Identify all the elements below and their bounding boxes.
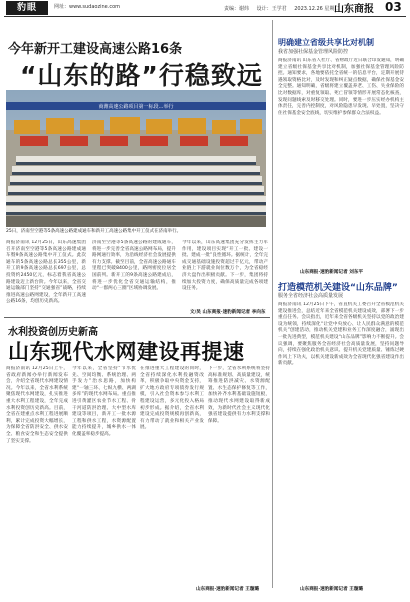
masthead-meta	[224, 5, 345, 12]
second-column-4: 下一步，全省水利系统将坚持高标准规划、高质量建设，统筹推进防洪减灾、水资源配置、水生态保护修复等工作，加快补齐水利基础设施短板，推动现代水网建设取得新成效，为新时代社会主义现代化强省建设提供有力水利支撑和保障。	[208, 366, 270, 424]
design-credit: 设计：王学君	[256, 6, 287, 12]
brand-logo: 豹眼	[6, 1, 48, 15]
second-column-1: 商报济南讯 12月25日上午，省政府新闻办举行新闻发布会，介绍全省现代水网建设情况。今年以来，全省水利系统聚焦现代水网建设，扎实推进重大水利工程建设，全年完成水利投资创历史新高。目前，全省在建重点水利工程进展顺利，累计完成投资大幅增长，为保障全省防洪安全、供水安全、粮食安全和生态安全提供了坚实支撑。	[6, 366, 68, 444]
editor-credit: 责编：谢炜	[224, 6, 250, 12]
column-divider	[272, 20, 273, 588]
sidebar-title-1: 明确建立省级共享比对机制	[278, 38, 374, 47]
sidebar-subtitle-1: 我省加强社保基金管理风险防控	[278, 49, 349, 55]
sidebar-byline-2: 山东商报·速豹新闻记者 王璇璐	[300, 587, 364, 592]
sidebar-body-1: 商报济南讯 山东省人社厅、省财政厅近日联合印发通知，明确建立省级社保基金共享比对机制，加强社保基金管理风险防控。通知要求，各地要依托全省统一的信息平台，定期开展待遇领取资格比对，及时发现和纠正疑点数据，确保社保基金安全完整。通知明确，省级将建立覆盖养老、工伤、失业保险的比对数据库，对重复领取、死亡冒领等情形开展常态化核查，发现问题线索及时移交处理。同时，要进一步压实经办机构主体责任，完善内控制度，对风险隐患早发现、早处置，坚决守住社保基金安全底线，切实维护参保群众合法权益。	[278, 58, 404, 116]
second-column-2: 今年以来，全省坚持“节水优先、空间均衡、系统治理、两手发力”治水思路，加快构建“一轴三环、七纵九横、两湖多库”的现代水网布局。重点推进引黄灌区农业节水工程、骨干河道防洪治理、大中型水库建设等项目，新开工一批水源工程和供水工程，水资源配置能力持续提升，城乡供水一体化覆盖率稳步提高。	[72, 366, 136, 437]
second-kicker: 水利投资创历史新高	[8, 327, 98, 338]
second-byline: 山东商报·速豹新闻记者 王璇璐	[196, 587, 260, 592]
newspaper-name: 山东商报	[334, 4, 374, 15]
photo-banner-text: 商潍高速公路项目第一标段…举行	[98, 104, 174, 110]
masthead-rule	[4, 16, 406, 17]
issue-date: 2023.12.26 星期二	[294, 6, 340, 12]
photo-caption: 25日，济南至空港等5条高速公路建成通车和新开工高速公路集中开工仪式在济南举行。	[6, 229, 182, 234]
lead-column-1: 商报济南讯 12月25日，山东高速集团召开济南至空港等5条高速公路建成通车暨9条高速公路集中开工仪式。此次通车的5条高速公路总长355公里，新开工的9条高速公路总长697公里，总投资约2450亿元，标志着我省高速公路建设迈上新台阶。今年以来，全省交通运输部门坚持“交通强省”战略，持续推进高速公路网建设，全年新开工高速公路16条，均创历史新高。	[6, 240, 86, 305]
lead-kicker: 今年新开工建设高速公路16条	[8, 42, 183, 57]
lead-column-3: 今年以来，山东高速集团充分发挥主力军作用，建设项目实现“开工一批、建设一批、建成一批”良性循环。据统计，全年完成交通基础设施投资超过千亿元，带动产业链上下游就业岗位数万个，为全省稳经济大盘作出积极贡献。下一步，集团将持续加大投资力度，确保高质量完成各项建设任务。	[182, 240, 268, 292]
lead-headline: “山东的路”行稳致远	[20, 61, 263, 90]
lead-photo	[6, 90, 266, 227]
sidebar-title-2: 打造模范机关建设“山东品牌”	[278, 283, 398, 293]
second-headline: 山东现代水网建设再提速	[8, 340, 245, 364]
section-divider	[4, 317, 270, 318]
site-url: 网址：www.sudaozine.com	[54, 4, 120, 10]
sidebar-subtitle-2: 服务全省经济社会高质量发展	[278, 293, 344, 299]
lead-column-2: 济南至空港等5条高速公路的建成通车，将进一步完善全省高速公路网布局，提升路网通行效率，为沿线经济社会发展提供有力支撑。截至目前，全省高速公路通车里程已突破8400公里，路网密度位居全国前列。新开工的9条高速公路建成后，将进一步优化全省交通运输结构，推动“一群两心三圈”区域协调发展。	[92, 240, 176, 292]
second-column-3: 在推进重大工程建设的同时，全省持续深化水利投融资改革，积极争取中央资金支持，扩大地方政府专项债券发行规模，引入社会资本参与水利工程建设运营，多元化投入格局初步形成。据介绍，全省水利建设完成投资规模再创新高，有力带动了就业和相关产业发展。	[140, 366, 204, 431]
masthead	[0, 0, 410, 16]
sidebar-body-2: 商报济南讯 12月25日下午，省直机关工委召开全省模范机关建设推进会，总结近年来全省模范机关建设成效，部署下一步重点任务。会议指出，近年来全省各级机关坚持以党的政治建设为统领，持续深化“让党中央放心、让人民群众满意的模范机关”创建活动，推动机关党建和业务工作深度融合，涌现出一批先进典型，模范机关建设“山东品牌”影响力不断提升。会议强调，要聚焦服务全省经济社会高质量发展，坚持问题导向，持续在强化政治机关意识、提升机关党建质量、锤炼过硬作风上下功夫，以机关建设新成效为全省现代化强省建设作出新贡献。	[278, 302, 404, 367]
lead-byline: 文/吴 山东商报·速豹新闻记者 李向东	[190, 310, 266, 315]
sidebar-byline-1: 山东商报·速豹新闻记者 刘东平	[300, 270, 364, 275]
construction-site-illustration	[6, 90, 266, 227]
page-number: 03	[385, 0, 402, 14]
